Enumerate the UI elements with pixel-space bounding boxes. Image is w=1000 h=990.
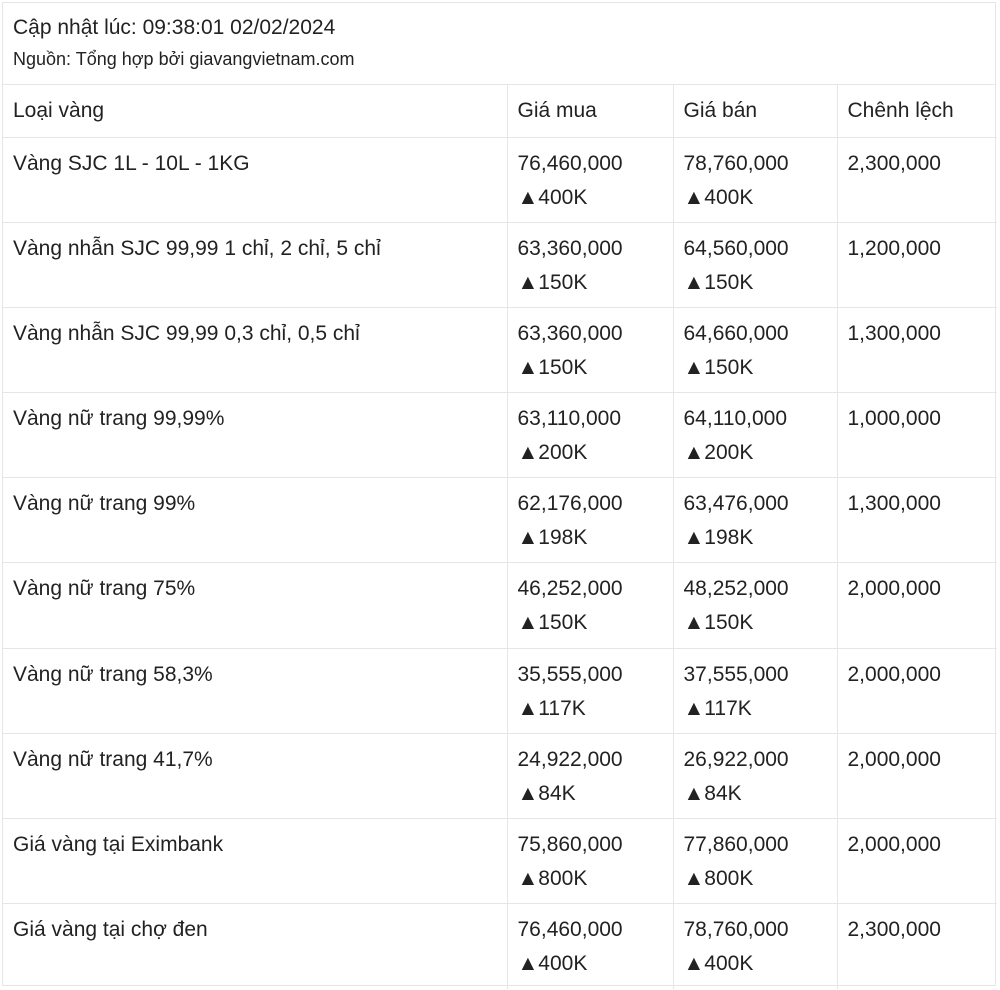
difference-value: 2,300,000 [847,151,941,175]
gold-type-name: Vàng nhẫn SJC 99,99 1 chỉ, 2 chỉ, 5 chỉ [13,236,381,260]
sell-change: ▲84K [683,781,742,805]
table-row [3,733,997,818]
buy-change: ▲84K [517,781,576,805]
sell-change: ▲150K [683,355,754,379]
difference-value: 2,000,000 [847,577,941,601]
gold-type-name: Giá vàng tại chợ đen [13,918,208,942]
sell-price-cell [673,222,837,307]
difference-value: 2,000,000 [847,662,941,686]
sell-change: ▲400K [683,185,754,209]
difference-cell [837,393,997,478]
sell-change: ▲800K [683,867,754,890]
difference-value: 1,300,000 [847,321,941,345]
difference-value: 1,300,000 [847,492,941,516]
board-header [3,3,995,85]
gold-price-board [2,2,996,986]
sell-change: ▲400K [683,952,754,976]
difference-cell [837,819,997,904]
sell-price: 63,476,000 [683,492,789,516]
gold-type-name: Vàng nữ trang 99,99% [13,407,225,431]
gold-type-cell [3,478,507,563]
buy-change: ▲150K [517,611,588,635]
difference-cell [837,222,997,307]
sell-price-cell [673,563,837,648]
table-row [3,137,997,222]
gold-type-cell [3,563,507,648]
difference-cell [837,478,997,563]
buy-change: ▲800K [517,867,588,890]
buy-price: 35,555,000 [517,662,623,686]
buy-price: 24,922,000 [517,747,623,771]
gold-type-name: Vàng nữ trang 99% [13,492,196,516]
table-row [3,307,997,392]
buy-change: ▲150K [517,270,588,294]
column-header-buy: Giá mua [507,85,673,137]
difference-cell [837,733,997,818]
buy-price: 46,252,000 [517,577,623,601]
sell-price: 64,660,000 [683,321,789,345]
gold-type-name: Vàng nữ trang 41,7% [13,747,213,771]
gold-type-cell [3,222,507,307]
sell-price-cell [673,648,837,733]
buy-price-cell [507,904,673,989]
table-row [3,563,997,648]
gold-type-cell [3,733,507,818]
buy-price-cell [507,222,673,307]
buy-price: 62,176,000 [517,492,623,516]
buy-change: ▲117K [517,696,586,720]
table-row [3,393,997,478]
buy-price-cell [507,393,673,478]
sell-change: ▲200K [683,441,754,465]
sell-price: 37,555,000 [683,662,789,686]
gold-type-name: Vàng nữ trang 58,3% [13,662,213,686]
table-row [3,648,997,733]
difference-value: 2,000,000 [847,747,941,771]
gold-price-table [3,85,997,989]
sell-price: 64,560,000 [683,236,789,260]
sell-price-cell [673,904,837,989]
column-header-diff: Chênh lệch [837,85,997,137]
sell-price: 64,110,000 [683,407,788,431]
buy-price: 75,860,000 [517,833,623,856]
sell-change: ▲150K [683,611,754,635]
buy-price: 63,360,000 [517,321,623,345]
difference-cell [837,904,997,989]
source-credit: Nguồn: Tổng hợp bởi giavangvietnam.com [13,49,355,69]
buy-price-cell [507,733,673,818]
sell-price: 48,252,000 [683,577,789,601]
gold-type-cell [3,137,507,222]
difference-value: 2,300,000 [847,918,941,942]
gold-type-cell [3,307,507,392]
difference-cell [837,563,997,648]
difference-cell [837,648,997,733]
buy-change: ▲400K [517,185,588,209]
buy-change: ▲200K [517,441,588,465]
column-header-sell: Giá bán [673,85,837,137]
sell-change: ▲150K [683,270,754,294]
table-row [3,819,997,904]
column-header-type: Loại vàng [3,85,507,137]
gold-type-name: Vàng nhẫn SJC 99,99 0,3 chỉ, 0,5 chỉ [13,321,360,345]
difference-value: 2,000,000 [847,833,941,856]
sell-price: 77,860,000 [683,833,789,856]
sell-price-cell [673,819,837,904]
difference-cell [837,137,997,222]
sell-price-cell [673,733,837,818]
buy-change: ▲198K [517,526,588,550]
difference-value: 1,000,000 [847,407,941,431]
buy-change: ▲400K [517,952,588,976]
buy-price: 76,460,000 [517,151,623,175]
buy-price: 63,110,000 [517,407,622,431]
buy-price: 76,460,000 [517,918,623,942]
gold-type-cell [3,393,507,478]
table-row [3,222,997,307]
gold-type-name: Vàng SJC 1L - 10L - 1KG [13,151,250,175]
buy-price: 63,360,000 [517,236,623,260]
gold-type-cell [3,819,507,904]
updated-timestamp: Cập nhật lúc: 09:38:01 02/02/2024 [13,16,336,39]
gold-type-cell [3,904,507,989]
buy-price-cell [507,563,673,648]
sell-price: 26,922,000 [683,747,789,771]
table-header-row [3,85,997,137]
buy-price-cell [507,137,673,222]
buy-price-cell [507,307,673,392]
buy-price-cell [507,819,673,904]
sell-price-cell [673,307,837,392]
table-row [3,904,997,989]
gold-type-name: Giá vàng tại Eximbank [13,833,224,856]
buy-price-cell [507,478,673,563]
sell-price-cell [673,137,837,222]
sell-change: ▲198K [683,526,754,550]
sell-price-cell [673,478,837,563]
table-row [3,478,997,563]
sell-price-cell [673,393,837,478]
difference-cell [837,307,997,392]
gold-type-cell [3,648,507,733]
buy-change: ▲150K [517,355,588,379]
sell-price: 78,760,000 [683,151,789,175]
sell-change: ▲117K [683,696,752,720]
buy-price-cell [507,648,673,733]
difference-value: 1,200,000 [847,236,941,260]
gold-type-name: Vàng nữ trang 75% [13,577,196,601]
sell-price: 78,760,000 [683,918,789,942]
